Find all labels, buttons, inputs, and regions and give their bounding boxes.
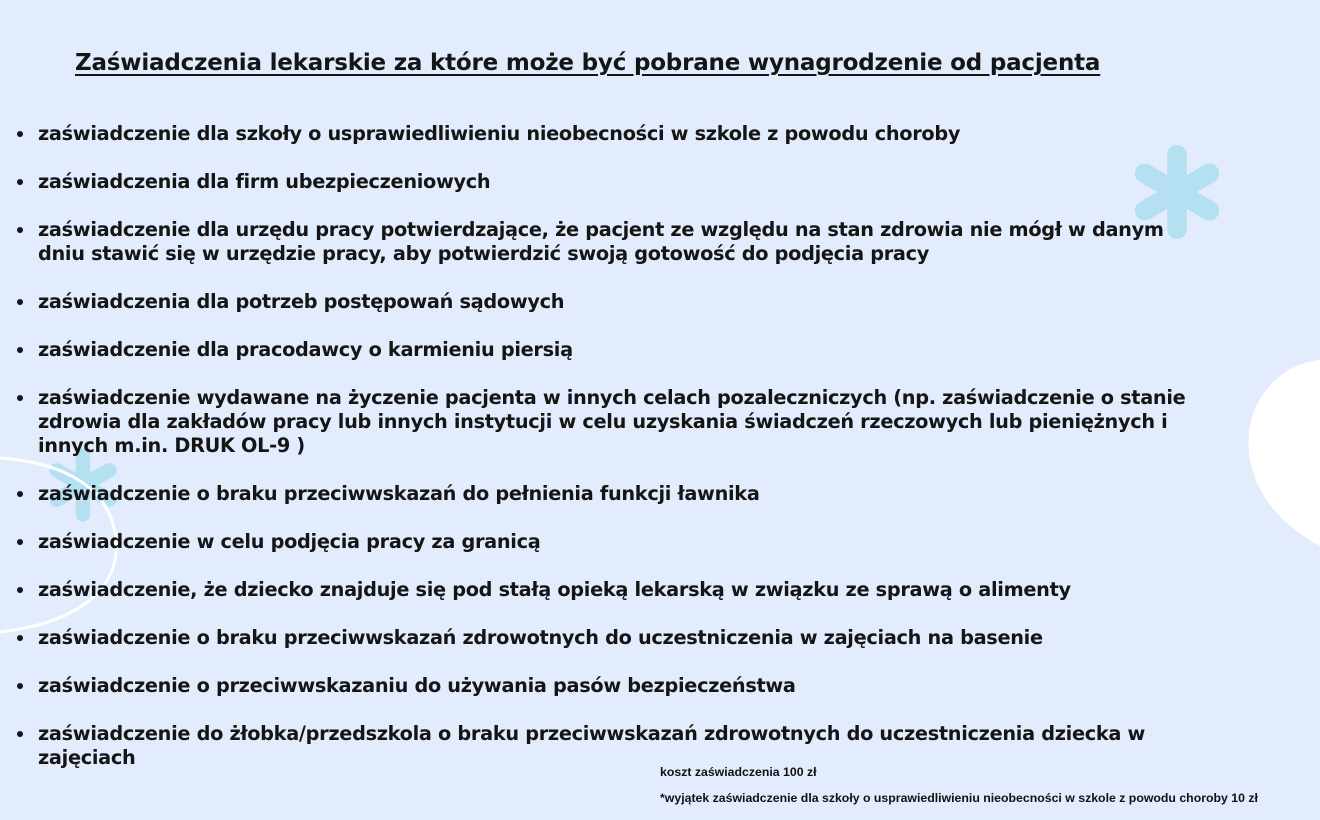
list-item: zaświadczenie do żłobka/przedszkola o braku przeciwwskazań zdrowotnych do uczestniczenia dziecka w zajęciach	[38, 722, 1208, 770]
list-item: zaświadczenie dla szkoły o usprawiedliwieniu nieobecności w szkole z powodu choroby	[38, 122, 1208, 146]
list-item: zaświadczenie dla pracodawcy o karmieniu piersią	[38, 338, 1208, 362]
list-item: zaświadczenia dla firm ubezpieczeniowych	[38, 170, 1208, 194]
list-item: zaświadczenie o przeciwwskazaniu do używania pasów bezpieczeństwa	[38, 674, 1208, 698]
list-item: zaświadczenie, że dziecko znajduje się pod stałą opieką lekarską w związku ze sprawą o alimenty	[38, 578, 1208, 602]
page-title: Zaświadczenia lekarskie za które może być pobrane wynagrodzenie od pacjenta	[75, 50, 1101, 76]
exception-note: *wyjątek zaświadczenie dla szkoły o usprawiedliwieniu nieobecności w szkole z powodu choroby 10 zł	[660, 791, 1258, 805]
list-item: zaświadczenie dla urzędu pracy potwierdzające, że pacjent ze względu na stan zdrowia nie mógł w danym dniu stawić się w urzędzie pracy, aby potwierdzić swoją gotowość do podjęcia pracy	[38, 218, 1208, 266]
list-item: zaświadczenie w celu podjęcia pracy za granicą	[38, 530, 1208, 554]
list-item: zaświadczenie wydawane na życzenie pacjenta w innych celach pozaleczniczych (np. zaświadczenie o stanie zdrowia dla zakładów pracy lub innych instytucji w celu uzyskania świadczeń rzeczowych lub pieniężnych i innych m.in. DRUK OL-9 )	[38, 386, 1208, 458]
list-item: zaświadczenie o braku przeciwwskazań zdrowotnych do uczestniczenia w zajęciach na basenie	[38, 626, 1208, 650]
cost-note: koszt zaświadczenia 100 zł	[660, 765, 817, 779]
list-item: zaświadczenia dla potrzeb postępowań sądowych	[38, 290, 1208, 314]
list-item: zaświadczenie o braku przeciwwskazań do pełnienia funkcji ławnika	[38, 482, 1208, 506]
white-blob-decoration	[1248, 360, 1320, 546]
certificate-list	[38, 122, 1208, 794]
